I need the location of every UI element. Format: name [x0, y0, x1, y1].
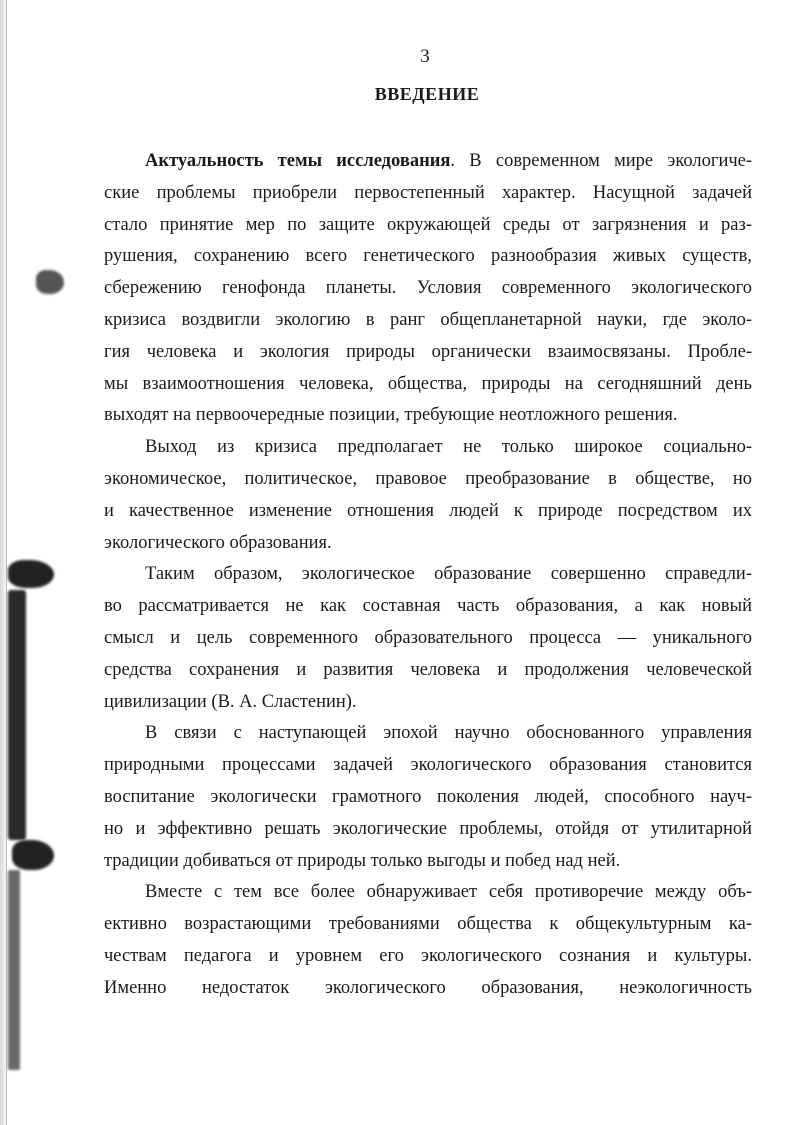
page-number: 3: [420, 46, 430, 67]
text-line: и качественное изменение отношения людей к природе посредством их: [104, 500, 752, 521]
scan-smudge: [8, 590, 26, 840]
scan-line-artifact: [6, 0, 7, 1125]
text-line: средства сохранения и развития человека и продолжения человеческой: [104, 659, 752, 680]
text-line: традиции добиваться от природы только выгоды и побед над ней.: [104, 850, 621, 871]
text-line: выходят на первоочередные позиции, требующие неотложного решения.: [104, 405, 678, 426]
text-line: но и эффективно решать экологические проблемы, отойдя от утилитарной: [104, 818, 752, 839]
text-line: ские проблемы приобрели первостепенный характер. Насущной задачей: [104, 182, 752, 203]
text-line: Именно недостаток экологического образования, неэкологичность: [104, 977, 752, 998]
page-title: ВВЕДЕНИЕ: [374, 84, 480, 104]
text-line: Выход из кризиса предполагает не только широкое социально-: [145, 437, 752, 458]
text-line: Вместе с тем все более обнаруживает себя противоречие между объ-: [145, 882, 752, 903]
text-line: Таким образом, экологическое образование совершенно справедли-: [145, 564, 752, 585]
text-line: цивилизации (В. А. Сластенин).: [104, 691, 357, 712]
text-line: мы взаимоотношения человека, общества, природы на сегодняшний день: [104, 373, 752, 394]
scan-smudge: [8, 560, 54, 588]
text-line: В связи с наступающей эпохой научно обоснованного управления: [145, 723, 752, 744]
text-line: кризиса воздвигли экологию в ранг общепланетарной науки, где эколо-: [104, 309, 752, 330]
lead-term: Актуальность темы исследования: [145, 151, 451, 171]
scan-smudge: [8, 870, 20, 1070]
body-text: [104, 146, 752, 1005]
text-line: ективно возрастающими требованиями общества к общекультурным ка-: [104, 914, 752, 935]
text-line: природными процессами задачей экологического образования становится: [104, 755, 752, 776]
text-line: сбережению генофонда планеты. Условия современного экологического: [104, 278, 752, 299]
text-line: стало принятие мер по защите окружающей среды от загрязнения и раз-: [104, 214, 752, 235]
scan-smudge: [12, 840, 54, 870]
text-line: рушения, сохранению всего генетического разнообразия живых существ,: [104, 246, 752, 267]
text-line: смысл и цель современного образовательного процесса — уникального: [104, 627, 752, 648]
text-line: во рассматривается не как составная часть образования, а как новый: [104, 596, 752, 617]
text-line: Актуальность темы исследования. В современном мире экологиче-: [145, 151, 753, 171]
text-line: гия человека и экология природы органически взаимосвязаны. Пробле-: [104, 341, 752, 362]
text-line: воспитание экологически грамотного поколения людей, способного науч-: [104, 786, 752, 807]
text-line: экономическое, политическое, правовое преобразование в обществе, но: [104, 468, 752, 489]
text-line: экологического образования.: [104, 532, 332, 553]
scan-smudge: [36, 270, 64, 294]
text-line: чествам педагога и уровнем его экологического сознания и культуры.: [104, 945, 752, 966]
